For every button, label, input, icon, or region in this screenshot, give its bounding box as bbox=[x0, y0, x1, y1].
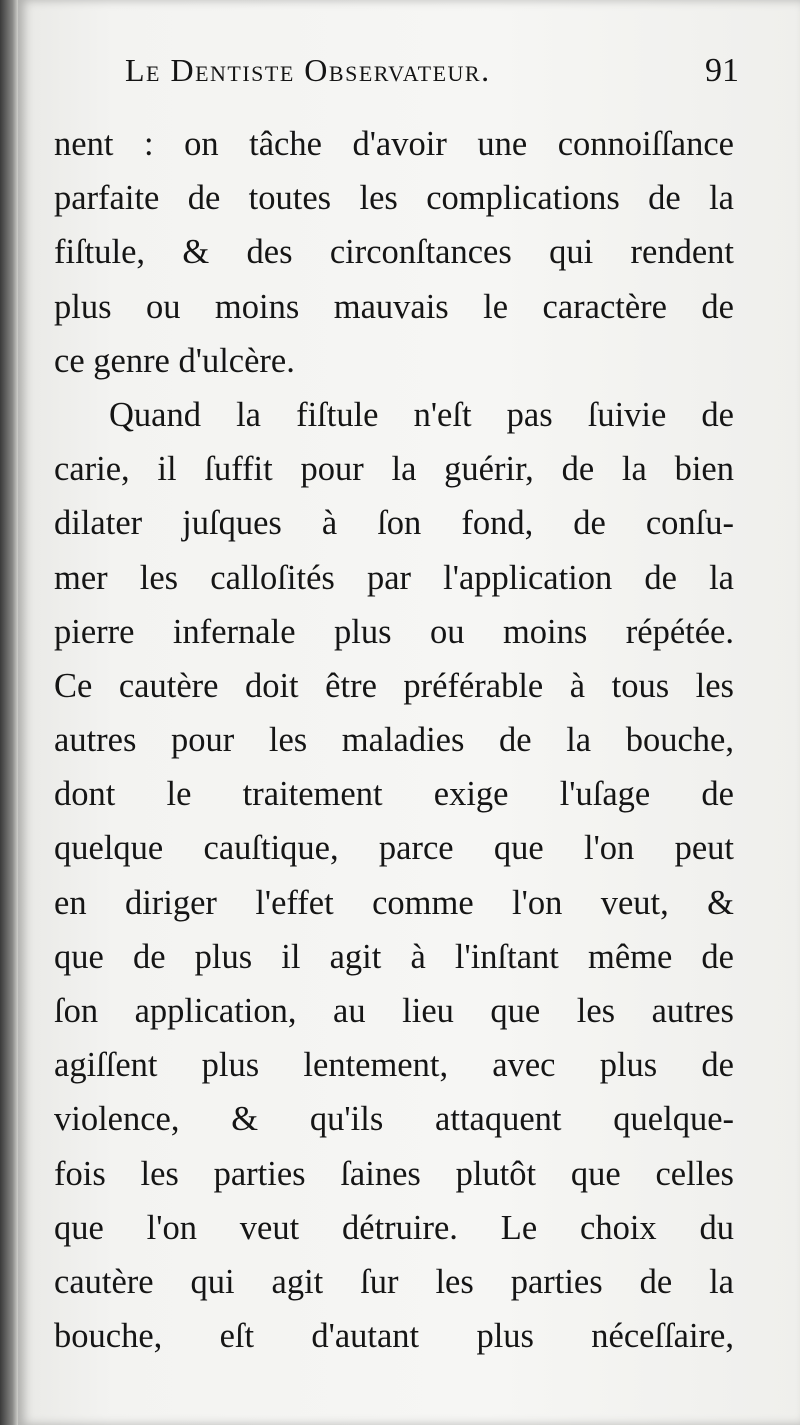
text-line: fois les parties ſaines plutôt que celles bbox=[54, 1154, 734, 1193]
text-line: parfaite de toutes les complications de la bbox=[54, 179, 734, 218]
text-line: ſon application, au lieu que les autres bbox=[54, 992, 734, 1030]
text-line: cautère qui agit ſur les parties de la bbox=[54, 1262, 734, 1301]
body-text bbox=[54, 117, 734, 1363]
running-head bbox=[125, 52, 745, 102]
text-line: mer les calloſités par l'application de la bbox=[54, 558, 734, 597]
text-line: que l'on veut détruire. Le choix du bbox=[54, 1208, 734, 1247]
text-line: pierre infernale plus ou moins répétée. bbox=[54, 612, 734, 651]
page-number: 91 bbox=[705, 52, 739, 89]
text-line: que de plus il agit à l'inſtant même de bbox=[54, 937, 734, 976]
text-line: bouche, eſt d'autant plus néceſſaire, bbox=[54, 1317, 734, 1356]
paragraph-first-line: Quand la fiſtule n'eſt pas ſuivie de bbox=[109, 395, 734, 434]
text-line: agiſſent plus lentement, avec plus de bbox=[54, 1046, 734, 1085]
text-line: en diriger l'effet comme l'on veut, & bbox=[54, 883, 734, 922]
text-line: dont le traitement exige l'uſage de bbox=[54, 775, 734, 814]
running-head-title: Le Dentiste Observateur. bbox=[125, 52, 491, 88]
text-line: ce genre d'ulcère. bbox=[54, 341, 295, 380]
text-line: autres pour les maladies de la bouche, bbox=[54, 721, 734, 760]
text-line: carie, il ſuffit pour la guérir, de la bien bbox=[54, 450, 734, 489]
text-line: quelque cauſtique, parce que l'on peut bbox=[54, 829, 734, 868]
text-line: plus ou moins mauvais le caractère de bbox=[54, 287, 734, 326]
text-line: Ce cautère doit être préférable à tous les bbox=[54, 666, 734, 705]
text-line: dilater juſques à ſon fond, de conſu- bbox=[54, 504, 734, 543]
book-spine-shadow bbox=[0, 0, 18, 1425]
text-line: fiſtule, & des circonſtances qui rendent bbox=[54, 233, 734, 272]
text-line: nent : on tâche d'avoir une connoiſſance bbox=[54, 125, 734, 163]
text-line: violence, & qu'ils attaquent quelque- bbox=[54, 1100, 734, 1139]
